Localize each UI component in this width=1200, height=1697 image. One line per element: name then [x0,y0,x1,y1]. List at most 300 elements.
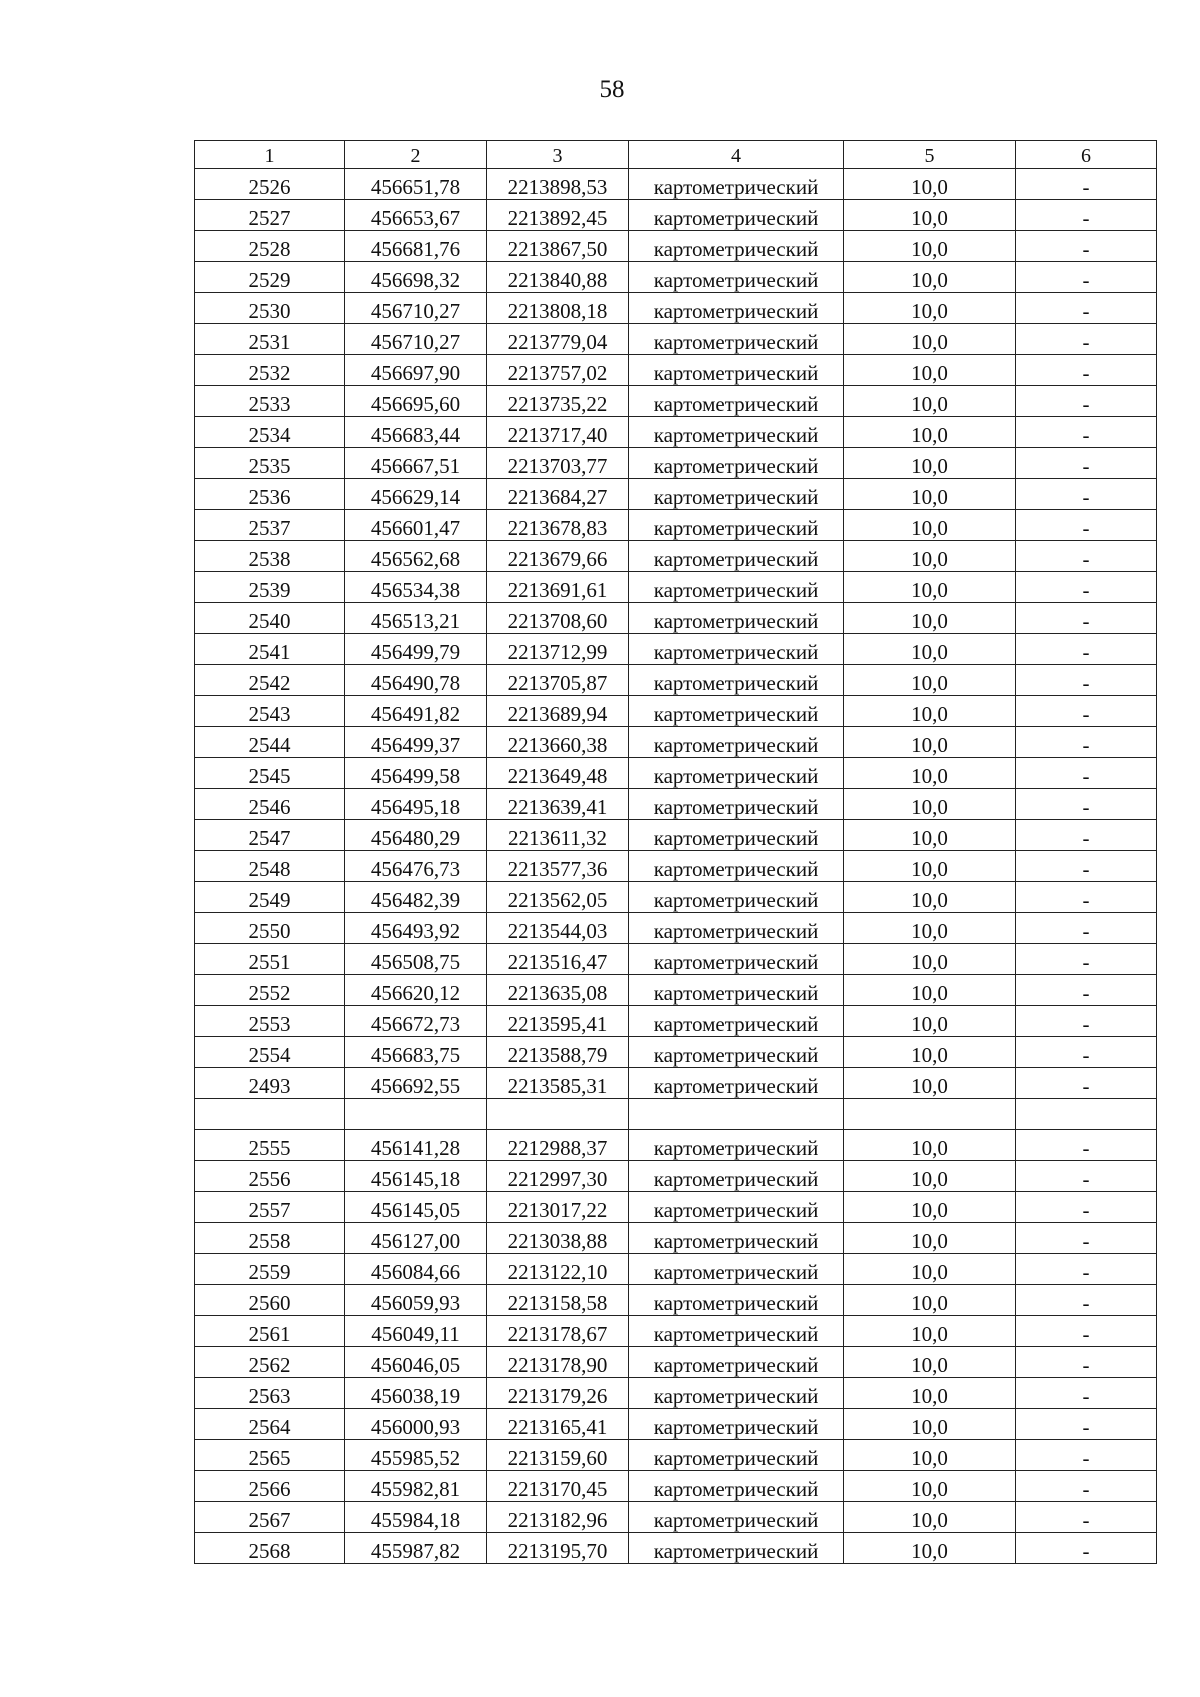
note-cell: - [1016,1037,1157,1068]
table-row [195,1099,1157,1130]
table-row [195,200,1157,231]
note-cell: - [1016,1347,1157,1378]
coordinates-table [194,140,1157,1564]
point-number-cell: 2549 [195,882,345,913]
table-row [195,727,1157,758]
method-cell: картометрический [629,541,844,572]
y-coordinate-cell: 2213757,02 [487,355,629,386]
note-cell: - [1016,293,1157,324]
note-cell: - [1016,851,1157,882]
method-cell: картометрический [629,1347,844,1378]
table-row [195,324,1157,355]
point-number-cell: 2558 [195,1223,345,1254]
method-cell: картометрический [629,510,844,541]
accuracy-cell: 10,0 [844,634,1016,665]
point-number-cell: 2535 [195,448,345,479]
x-coordinate-cell: 456508,75 [345,944,487,975]
column-header: 1 [195,141,345,169]
x-coordinate-cell: 456651,78 [345,169,487,200]
y-coordinate-cell: 2213182,96 [487,1502,629,1533]
accuracy-cell: 10,0 [844,1130,1016,1161]
table-row [195,572,1157,603]
note-cell: - [1016,696,1157,727]
point-number-cell: 2550 [195,913,345,944]
accuracy-cell: 10,0 [844,1316,1016,1347]
method-cell: картометрический [629,913,844,944]
accuracy-cell [844,1099,1016,1130]
accuracy-cell: 10,0 [844,1192,1016,1223]
y-coordinate-cell: 2213178,67 [487,1316,629,1347]
x-coordinate-cell: 456534,38 [345,572,487,603]
method-cell: картометрический [629,1254,844,1285]
method-cell: картометрический [629,665,844,696]
point-number-cell: 2546 [195,789,345,820]
accuracy-cell: 10,0 [844,386,1016,417]
accuracy-cell: 10,0 [844,200,1016,231]
table-row [195,448,1157,479]
x-coordinate-cell: 456683,75 [345,1037,487,1068]
y-coordinate-cell: 2213562,05 [487,882,629,913]
method-cell: картометрический [629,1316,844,1347]
x-coordinate-cell: 456601,47 [345,510,487,541]
x-coordinate-cell: 456513,21 [345,603,487,634]
table-row [195,1006,1157,1037]
point-number-cell: 2564 [195,1409,345,1440]
x-coordinate-cell: 456141,28 [345,1130,487,1161]
y-coordinate-cell: 2213195,70 [487,1533,629,1564]
table-row [195,789,1157,820]
x-coordinate-cell: 456499,37 [345,727,487,758]
table-row [195,758,1157,789]
note-cell: - [1016,1409,1157,1440]
x-coordinate-cell: 456491,82 [345,696,487,727]
page-number: 58 [599,76,625,103]
table-row [195,231,1157,262]
point-number-cell: 2529 [195,262,345,293]
y-coordinate-cell: 2213779,04 [487,324,629,355]
y-coordinate-cell: 2213705,87 [487,665,629,696]
point-number-cell: 2561 [195,1316,345,1347]
x-coordinate-cell: 456667,51 [345,448,487,479]
point-number-cell: 2543 [195,696,345,727]
note-cell: - [1016,1130,1157,1161]
x-coordinate-cell: 455982,81 [345,1471,487,1502]
table-row [195,1192,1157,1223]
note-cell: - [1016,324,1157,355]
note-cell: - [1016,262,1157,293]
x-coordinate-cell: 455985,52 [345,1440,487,1471]
x-coordinate-cell: 456490,78 [345,665,487,696]
note-cell: - [1016,1440,1157,1471]
accuracy-cell: 10,0 [844,355,1016,386]
note-cell: - [1016,727,1157,758]
y-coordinate-cell: 2213691,61 [487,572,629,603]
x-coordinate-cell: 456038,19 [345,1378,487,1409]
y-coordinate-cell: 2213516,47 [487,944,629,975]
x-coordinate-cell: 456562,68 [345,541,487,572]
method-cell: картометрический [629,572,844,603]
x-coordinate-cell: 456046,05 [345,1347,487,1378]
accuracy-cell: 10,0 [844,758,1016,789]
note-cell: - [1016,1285,1157,1316]
accuracy-cell: 10,0 [844,1533,1016,1564]
note-cell: - [1016,572,1157,603]
y-coordinate-cell: 2213840,88 [487,262,629,293]
y-coordinate-cell: 2213708,60 [487,603,629,634]
point-number-cell: 2534 [195,417,345,448]
accuracy-cell: 10,0 [844,1161,1016,1192]
method-cell: картометрический [629,1130,844,1161]
point-number-cell: 2568 [195,1533,345,1564]
method-cell: картометрический [629,975,844,1006]
x-coordinate-cell: 456059,93 [345,1285,487,1316]
accuracy-cell: 10,0 [844,479,1016,510]
method-cell: картометрический [629,324,844,355]
table-row [195,1223,1157,1254]
point-number-cell: 2555 [195,1130,345,1161]
y-coordinate-cell: 2213684,27 [487,479,629,510]
point-number-cell: 2526 [195,169,345,200]
method-cell: картометрический [629,293,844,324]
y-coordinate-cell: 2213585,31 [487,1068,629,1099]
method-cell: картометрический [629,231,844,262]
x-coordinate-cell: 456710,27 [345,293,487,324]
point-number-cell: 2556 [195,1161,345,1192]
table-row [195,913,1157,944]
y-coordinate-cell: 2213898,53 [487,169,629,200]
x-coordinate-cell: 456482,39 [345,882,487,913]
accuracy-cell: 10,0 [844,696,1016,727]
point-number-cell: 2551 [195,944,345,975]
column-header: 2 [345,141,487,169]
x-coordinate-cell: 456049,11 [345,1316,487,1347]
note-cell: - [1016,975,1157,1006]
x-coordinate-cell: 456695,60 [345,386,487,417]
accuracy-cell: 10,0 [844,169,1016,200]
method-cell: картометрический [629,1223,844,1254]
note-cell: - [1016,1192,1157,1223]
accuracy-cell: 10,0 [844,851,1016,882]
note-cell: - [1016,665,1157,696]
note-cell: - [1016,1006,1157,1037]
note-cell: - [1016,479,1157,510]
table-row [195,696,1157,727]
point-number-cell: 2553 [195,1006,345,1037]
y-coordinate-cell: 2212997,30 [487,1161,629,1192]
note-cell: - [1016,944,1157,975]
y-coordinate-cell: 2213892,45 [487,200,629,231]
point-number-cell: 2536 [195,479,345,510]
method-cell: картометрический [629,1440,844,1471]
table-row [195,479,1157,510]
table-row [195,603,1157,634]
table-row [195,262,1157,293]
accuracy-cell: 10,0 [844,1440,1016,1471]
note-cell: - [1016,1161,1157,1192]
accuracy-cell: 10,0 [844,1006,1016,1037]
table-row [195,1161,1157,1192]
table-row [195,1471,1157,1502]
y-coordinate-cell: 2213679,66 [487,541,629,572]
x-coordinate-cell: 456710,27 [345,324,487,355]
point-number-cell: 2541 [195,634,345,665]
method-cell: картометрический [629,1533,844,1564]
table-row [195,634,1157,665]
note-cell: - [1016,231,1157,262]
note-cell: - [1016,1378,1157,1409]
method-cell: картометрический [629,1068,844,1099]
method-cell: картометрический [629,1471,844,1502]
accuracy-cell: 10,0 [844,727,1016,758]
method-cell: картометрический [629,1378,844,1409]
point-number-cell: 2563 [195,1378,345,1409]
y-coordinate-cell: 2213639,41 [487,789,629,820]
note-cell: - [1016,789,1157,820]
note-cell: - [1016,541,1157,572]
table-row [195,1254,1157,1285]
y-coordinate-cell: 2213611,32 [487,820,629,851]
y-coordinate-cell: 2213678,83 [487,510,629,541]
table-row [195,510,1157,541]
table-row [195,944,1157,975]
table-row [195,851,1157,882]
method-cell: картометрический [629,634,844,665]
x-coordinate-cell: 456493,92 [345,913,487,944]
y-coordinate-cell: 2213165,41 [487,1409,629,1440]
point-number-cell: 2527 [195,200,345,231]
method-cell: картометрический [629,1409,844,1440]
table-row [195,882,1157,913]
method-cell: картометрический [629,789,844,820]
note-cell: - [1016,1068,1157,1099]
table-row [195,293,1157,324]
point-number-cell [195,1099,345,1130]
note-cell: - [1016,1533,1157,1564]
point-number-cell: 2559 [195,1254,345,1285]
method-cell [629,1099,844,1130]
table-row [195,386,1157,417]
method-cell: картометрический [629,1192,844,1223]
y-coordinate-cell: 2213595,41 [487,1006,629,1037]
accuracy-cell: 10,0 [844,510,1016,541]
y-coordinate-cell: 2213017,22 [487,1192,629,1223]
y-coordinate-cell: 2213158,58 [487,1285,629,1316]
y-coordinate-cell: 2213808,18 [487,293,629,324]
note-cell: - [1016,913,1157,944]
accuracy-cell: 10,0 [844,1285,1016,1316]
note-cell [1016,1099,1157,1130]
method-cell: картометрический [629,1006,844,1037]
table-row [195,665,1157,696]
table-header-row [195,141,1157,169]
method-cell: картометрический [629,200,844,231]
y-coordinate-cell: 2213159,60 [487,1440,629,1471]
method-cell: картометрический [629,851,844,882]
x-coordinate-cell: 456476,73 [345,851,487,882]
note-cell: - [1016,355,1157,386]
note-cell: - [1016,1316,1157,1347]
accuracy-cell: 10,0 [844,789,1016,820]
note-cell: - [1016,1502,1157,1533]
accuracy-cell: 10,0 [844,1254,1016,1285]
method-cell: картометрический [629,1037,844,1068]
note-cell: - [1016,510,1157,541]
y-coordinate-cell: 2212988,37 [487,1130,629,1161]
accuracy-cell: 10,0 [844,603,1016,634]
y-coordinate-cell: 2213660,38 [487,727,629,758]
y-coordinate-cell: 2213179,26 [487,1378,629,1409]
y-coordinate-cell: 2213178,90 [487,1347,629,1378]
y-coordinate-cell: 2213170,45 [487,1471,629,1502]
point-number-cell: 2552 [195,975,345,1006]
y-coordinate-cell: 2213122,10 [487,1254,629,1285]
column-header: 3 [487,141,629,169]
point-number-cell: 2565 [195,1440,345,1471]
table-row [195,1378,1157,1409]
x-coordinate-cell: 456653,67 [345,200,487,231]
point-number-cell: 2545 [195,758,345,789]
accuracy-cell: 10,0 [844,572,1016,603]
note-cell: - [1016,386,1157,417]
accuracy-cell: 10,0 [844,1223,1016,1254]
table-row [195,1347,1157,1378]
y-coordinate-cell: 2213703,77 [487,448,629,479]
method-cell: картометрический [629,1161,844,1192]
method-cell: картометрический [629,355,844,386]
accuracy-cell: 10,0 [844,293,1016,324]
table-row [195,1502,1157,1533]
method-cell: картометрический [629,603,844,634]
y-coordinate-cell: 2213588,79 [487,1037,629,1068]
x-coordinate-cell: 456499,58 [345,758,487,789]
accuracy-cell: 10,0 [844,417,1016,448]
x-coordinate-cell: 456620,12 [345,975,487,1006]
point-number-cell: 2544 [195,727,345,758]
accuracy-cell: 10,0 [844,975,1016,1006]
point-number-cell: 2540 [195,603,345,634]
y-coordinate-cell: 2213712,99 [487,634,629,665]
point-number-cell: 2542 [195,665,345,696]
method-cell: картометрический [629,944,844,975]
table-row [195,1533,1157,1564]
column-header: 4 [629,141,844,169]
x-coordinate-cell: 456681,76 [345,231,487,262]
accuracy-cell: 10,0 [844,1409,1016,1440]
y-coordinate-cell: 2213544,03 [487,913,629,944]
y-coordinate-cell: 2213867,50 [487,231,629,262]
note-cell: - [1016,1254,1157,1285]
method-cell: картометрический [629,820,844,851]
accuracy-cell: 10,0 [844,1037,1016,1068]
table-row [195,169,1157,200]
note-cell: - [1016,882,1157,913]
x-coordinate-cell: 456629,14 [345,479,487,510]
note-cell: - [1016,634,1157,665]
x-coordinate-cell: 456698,32 [345,262,487,293]
accuracy-cell: 10,0 [844,944,1016,975]
accuracy-cell: 10,0 [844,665,1016,696]
accuracy-cell: 10,0 [844,882,1016,913]
method-cell: картометрический [629,417,844,448]
x-coordinate-cell: 456499,79 [345,634,487,665]
note-cell: - [1016,417,1157,448]
point-number-cell: 2533 [195,386,345,417]
table-row [195,1440,1157,1471]
y-coordinate-cell: 2213577,36 [487,851,629,882]
x-coordinate-cell: 455984,18 [345,1502,487,1533]
x-coordinate-cell: 456495,18 [345,789,487,820]
method-cell: картометрический [629,479,844,510]
note-cell: - [1016,758,1157,789]
table-row [195,1316,1157,1347]
method-cell: картометрический [629,169,844,200]
accuracy-cell: 10,0 [844,262,1016,293]
point-number-cell: 2547 [195,820,345,851]
method-cell: картометрический [629,1285,844,1316]
point-number-cell: 2539 [195,572,345,603]
method-cell: картометрический [629,386,844,417]
note-cell: - [1016,1471,1157,1502]
column-header: 5 [844,141,1016,169]
point-number-cell: 2537 [195,510,345,541]
x-coordinate-cell: 455987,82 [345,1533,487,1564]
x-coordinate-cell: 456672,73 [345,1006,487,1037]
method-cell: картометрический [629,696,844,727]
x-coordinate-cell: 456480,29 [345,820,487,851]
method-cell: картометрический [629,262,844,293]
y-coordinate-cell: 2213038,88 [487,1223,629,1254]
point-number-cell: 2532 [195,355,345,386]
point-number-cell: 2538 [195,541,345,572]
method-cell: картометрический [629,1502,844,1533]
point-number-cell: 2528 [195,231,345,262]
point-number-cell: 2548 [195,851,345,882]
x-coordinate-cell: 456000,93 [345,1409,487,1440]
note-cell: - [1016,603,1157,634]
accuracy-cell: 10,0 [844,913,1016,944]
x-coordinate-cell: 456697,90 [345,355,487,386]
table-row [195,1037,1157,1068]
note-cell: - [1016,200,1157,231]
accuracy-cell: 10,0 [844,448,1016,479]
method-cell: картометрический [629,448,844,479]
note-cell: - [1016,448,1157,479]
point-number-cell: 2566 [195,1471,345,1502]
x-coordinate-cell: 456683,44 [345,417,487,448]
accuracy-cell: 10,0 [844,541,1016,572]
x-coordinate-cell: 456145,18 [345,1161,487,1192]
x-coordinate-cell: 456127,00 [345,1223,487,1254]
table-row [195,1409,1157,1440]
y-coordinate-cell: 2213689,94 [487,696,629,727]
table-row [195,975,1157,1006]
note-cell: - [1016,1223,1157,1254]
accuracy-cell: 10,0 [844,1378,1016,1409]
point-number-cell: 2567 [195,1502,345,1533]
accuracy-cell: 10,0 [844,231,1016,262]
note-cell: - [1016,820,1157,851]
x-coordinate-cell: 456084,66 [345,1254,487,1285]
column-header: 6 [1016,141,1157,169]
accuracy-cell: 10,0 [844,1471,1016,1502]
x-coordinate-cell [345,1099,487,1130]
table-row [195,541,1157,572]
y-coordinate-cell: 2213717,40 [487,417,629,448]
table-row [195,820,1157,851]
y-coordinate-cell: 2213735,22 [487,386,629,417]
note-cell: - [1016,169,1157,200]
table-row [195,355,1157,386]
